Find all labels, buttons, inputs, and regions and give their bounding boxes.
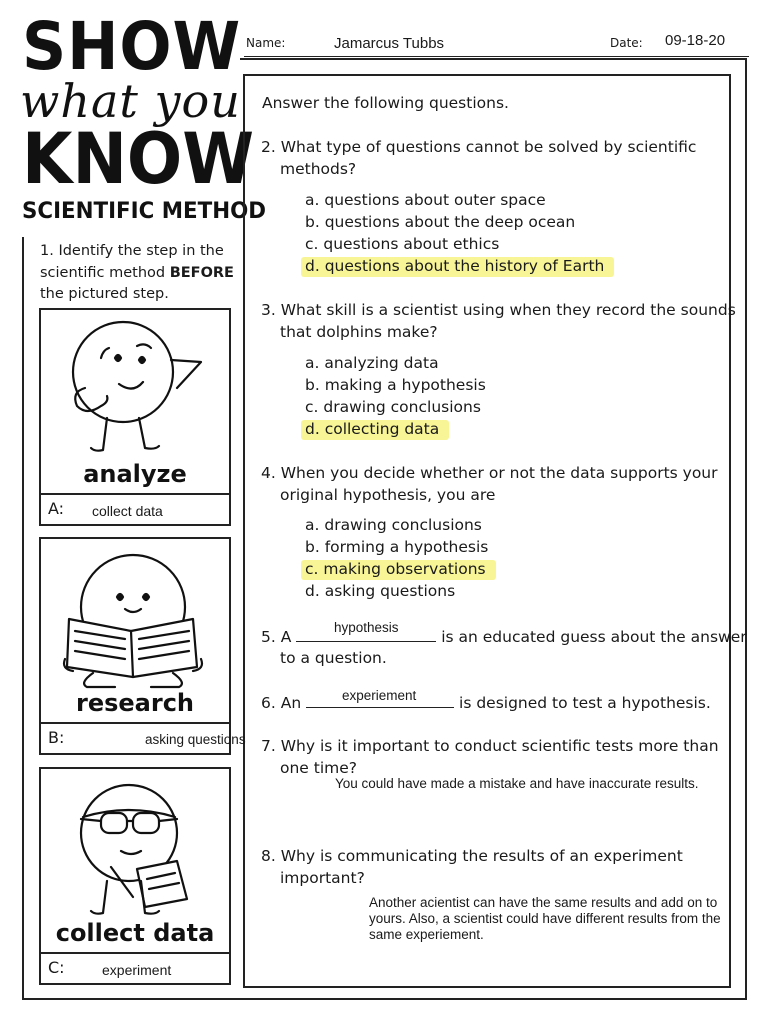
title-know: KNOW xyxy=(22,118,255,200)
option-selected[interactable]: d. questions about the history of Earth xyxy=(301,257,614,277)
card-a-answer[interactable]: collect data xyxy=(92,503,163,519)
question-8-line-1: 8. Why is communicating the results of an experiment xyxy=(261,847,683,865)
subtitle-scientific-method: SCIENTIFIC METHOD xyxy=(22,198,267,224)
option[interactable]: c. drawing conclusions xyxy=(305,398,481,416)
name-field[interactable]: Jamarcus Tubbs xyxy=(334,35,445,52)
card-b-answer-row xyxy=(41,722,246,753)
option[interactable]: b. forming a hypothesis xyxy=(305,538,489,556)
question-8-line-2: important? xyxy=(280,869,365,887)
question-7-answer[interactable]: You could have made a mistake and have inaccurate results. xyxy=(335,776,699,791)
card-collect-data xyxy=(39,767,231,985)
card-a-letter: A: xyxy=(48,499,65,518)
name-label: Name: xyxy=(246,36,286,50)
question-4-line-2: original hypothesis, you are xyxy=(280,486,496,504)
option[interactable]: a. drawing conclusions xyxy=(305,516,482,534)
card-b-label: research xyxy=(75,689,195,717)
card-c-label: collect data xyxy=(55,919,215,947)
question-3-line-2: that dolphins make? xyxy=(280,323,438,341)
name-underline xyxy=(244,56,749,57)
card-research xyxy=(39,537,246,755)
question-6-answer[interactable]: experiement xyxy=(342,688,417,703)
question-3-options xyxy=(305,352,486,440)
date-field[interactable]: 09-18-20 xyxy=(665,32,726,49)
question-4-line-1: 4. When you decide whether or not the data supports your xyxy=(261,464,718,482)
title-show: SHOW xyxy=(22,8,242,85)
card-b-answer[interactable]: asking questions xyxy=(145,732,246,747)
card-c-letter: C: xyxy=(48,958,65,977)
option-selected[interactable]: d. collecting data xyxy=(301,420,449,440)
card-c-answer-row xyxy=(41,952,229,983)
question-5-answer[interactable]: hypothesis xyxy=(334,620,399,635)
question-5-line-2: to a question. xyxy=(280,649,387,667)
reading-character-icon xyxy=(41,539,229,689)
thinking-character-icon xyxy=(41,310,229,460)
card-a-label: analyze xyxy=(83,460,187,488)
title-what-you: what you xyxy=(20,74,241,128)
card-analyze xyxy=(39,308,231,526)
scientist-character-icon xyxy=(41,769,229,919)
instructions-text: Answer the following questions. xyxy=(262,94,509,112)
question-8-answer[interactable]: Another acientist can have the same results and add on to yours. Also, a scientist could have different results from the same experiement. xyxy=(369,895,721,942)
option[interactable]: a. questions about outer space xyxy=(305,191,546,209)
question-2-options xyxy=(305,189,614,277)
option[interactable]: b. questions about the deep ocean xyxy=(305,213,576,231)
question-7-line-1: 7. Why is it important to conduct scientific tests more than xyxy=(261,737,719,755)
question-3-line-1: 3. What skill is a scientist using when they record the sounds xyxy=(261,301,736,319)
question-7-line-2: one time? xyxy=(280,759,358,777)
question-5-line-1: 5. A is an educated guess about the answer xyxy=(261,625,747,648)
question-4-options xyxy=(305,514,496,602)
date-label: Date: xyxy=(610,36,643,50)
question-2-line-1: 2. What type of questions cannot be solved by scientific xyxy=(261,138,697,156)
card-a-answer-row xyxy=(41,493,229,524)
option-selected[interactable]: c. making observations xyxy=(301,560,496,580)
option[interactable]: a. analyzing data xyxy=(305,354,439,372)
option[interactable]: b. making a hypothesis xyxy=(305,376,486,394)
question-2-line-2: methods? xyxy=(280,160,357,178)
card-b-letter: B: xyxy=(48,728,65,747)
option[interactable]: d. asking questions xyxy=(305,582,456,600)
card-c-answer[interactable]: experiment xyxy=(102,962,172,978)
question-1-prompt: 1. Identify the step in the scientific method BEFORE the pictured step. xyxy=(40,243,234,302)
option[interactable]: c. questions about ethics xyxy=(305,235,500,253)
question-6-line: 6. An is designed to test a hypothesis. xyxy=(261,691,711,714)
